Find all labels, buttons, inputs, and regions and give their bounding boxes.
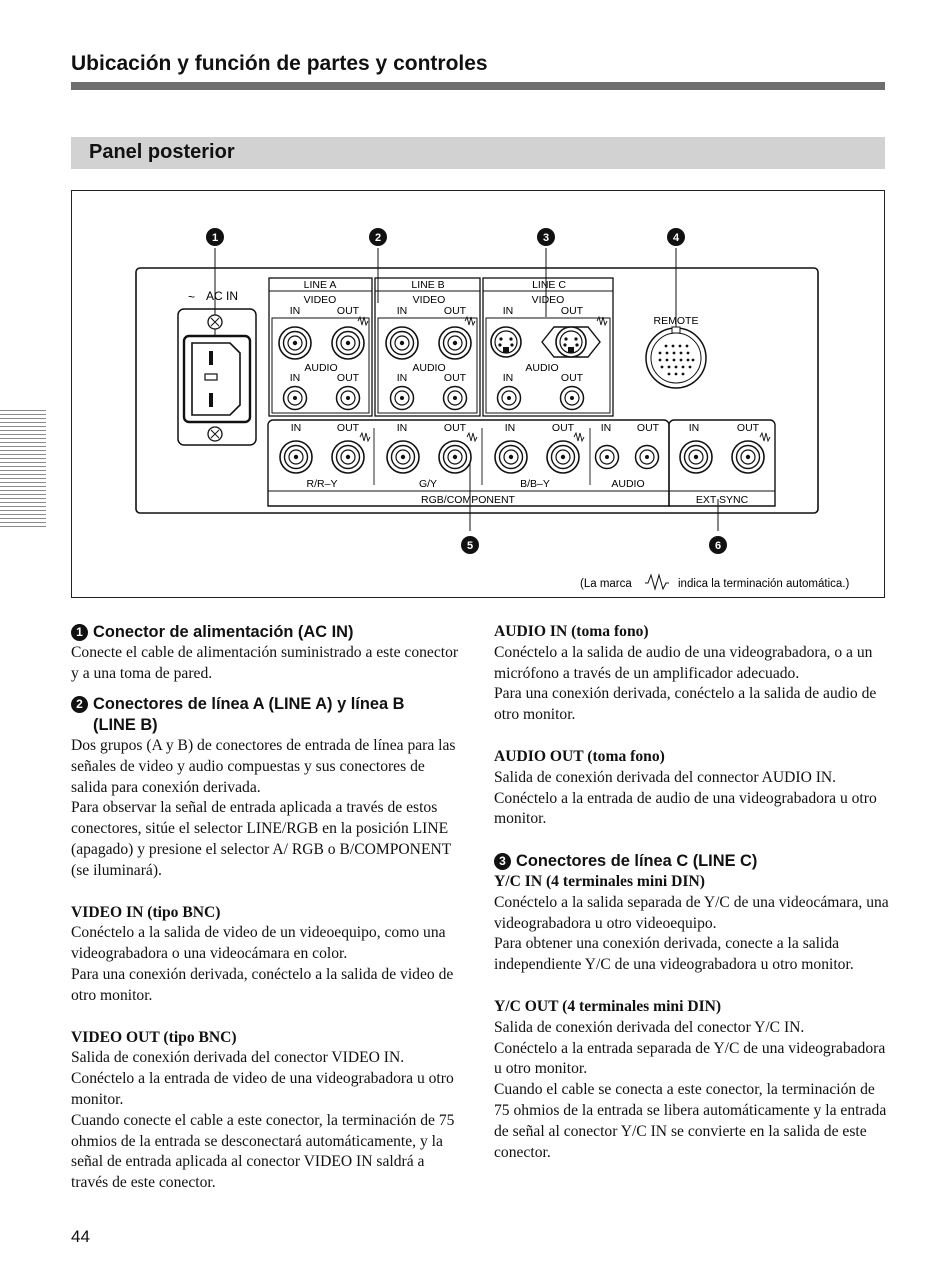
svg-text:2: 2 bbox=[374, 232, 382, 244]
svg-text:5: 5 bbox=[466, 540, 474, 552]
heading-line-c: 3 Conectores de línea C (LINE C) bbox=[494, 851, 889, 872]
callout-4 bbox=[667, 228, 685, 246]
svg-text:IN: IN bbox=[396, 372, 408, 384]
paragraph: Dos grupos (A y B) de conectores de entrada de línea para las señales de video y audio compuestas y sus conectores de salida para conexión derivada. bbox=[71, 736, 456, 796]
rear-panel-diagram bbox=[72, 191, 886, 599]
line-c-yc-out[interactable] bbox=[556, 327, 586, 357]
svg-text:AUDIO: AUDIO bbox=[304, 362, 338, 374]
rear-panel-figure bbox=[71, 190, 885, 598]
subheading-audio-in: AUDIO IN (toma fono) bbox=[494, 623, 649, 640]
ac-inlet bbox=[178, 309, 256, 445]
bby-label: B/B–Y bbox=[520, 478, 550, 490]
svg-text:3: 3 bbox=[542, 232, 550, 244]
callout-number: 1 bbox=[71, 624, 88, 641]
paragraph: Para observar la señal de entrada aplicada a través de estos conectores, sitúe el selector LINE/RGB en la posición LINE (apagado) y presione el selector A/ RGB o B/COMPONENT (se iluminará). bbox=[71, 799, 451, 879]
callout-6 bbox=[709, 536, 727, 554]
svg-text:LINE B: LINE B bbox=[411, 279, 445, 291]
svg-text:IN: IN bbox=[504, 422, 516, 434]
line-b-audio-in[interactable] bbox=[391, 387, 414, 410]
svg-text:VIDEO: VIDEO bbox=[412, 294, 446, 306]
remote-label: REMOTE bbox=[653, 315, 699, 327]
line-a-video-out[interactable] bbox=[332, 327, 364, 359]
svg-text:6: 6 bbox=[714, 540, 722, 552]
svg-text:IN: IN bbox=[396, 305, 408, 317]
rgb-component-label: RGB/COMPONENT bbox=[421, 494, 515, 506]
svg-text:IN: IN bbox=[290, 422, 302, 434]
title-rule bbox=[71, 82, 885, 90]
line-a-group bbox=[269, 278, 372, 416]
ext-sync-in[interactable] bbox=[680, 441, 712, 473]
gy-in[interactable] bbox=[387, 441, 419, 473]
svg-text:4: 4 bbox=[672, 232, 680, 244]
paragraph: Conéctelo a la entrada separada de Y/C de una videograbadora u otro monitor. bbox=[494, 1039, 886, 1078]
right-column bbox=[494, 622, 889, 1163]
paragraph: Salida de conexión derivada del conector VIDEO IN. bbox=[71, 1049, 405, 1067]
auto-termination-mark bbox=[645, 575, 669, 589]
rry-out[interactable] bbox=[332, 441, 364, 473]
bby-in[interactable] bbox=[495, 441, 527, 473]
paragraph: Para una conexión derivada, conéctelo a la salida de video de otro monitor. bbox=[71, 965, 454, 1004]
svg-text:OUT: OUT bbox=[443, 422, 467, 434]
rry-label: R/R–Y bbox=[306, 478, 338, 490]
svg-text:IN: IN bbox=[502, 305, 514, 317]
page-number: 44 bbox=[71, 1227, 90, 1246]
svg-text:IN: IN bbox=[502, 372, 514, 384]
paragraph: Conéctelo a la salida separada de Y/C de una videocámara, una videograbadora u otro videoequipo. bbox=[494, 893, 889, 932]
rgb-component-group bbox=[268, 420, 669, 506]
paragraph: Para una conexión derivada, conéctelo a la salida de audio de otro monitor. bbox=[494, 685, 877, 724]
paragraph: Para obtener una conexión derivada, conecte a la salida independiente Y/C de una videograbadora u otro monitor. bbox=[494, 935, 854, 974]
svg-text:OUT: OUT bbox=[336, 422, 360, 434]
line-b-group bbox=[375, 278, 480, 416]
line-c-audio-out[interactable] bbox=[561, 387, 584, 410]
bby-out[interactable] bbox=[547, 441, 579, 473]
svg-text:LINE C: LINE C bbox=[532, 279, 566, 291]
callout-2 bbox=[369, 228, 387, 246]
ext-sync-out[interactable] bbox=[732, 441, 764, 473]
ac-in-tilde: ~ bbox=[188, 290, 196, 304]
svg-text:OUT: OUT bbox=[736, 422, 760, 434]
svg-text:AUDIO: AUDIO bbox=[412, 362, 446, 374]
heading-line-ab: 2 Conectores de línea A (LINE A) y línea B bbox=[71, 694, 465, 715]
section-title: Panel posterior bbox=[89, 141, 235, 163]
line-a-video-in[interactable] bbox=[279, 327, 311, 359]
paragraph: Conecte el cable de alimentación suministrado a este conector y a una toma de pared. bbox=[71, 643, 459, 682]
svg-text:OUT: OUT bbox=[443, 372, 467, 384]
svg-text:IN: IN bbox=[396, 422, 408, 434]
remote-connector[interactable] bbox=[646, 315, 706, 388]
line-a-audio-out[interactable] bbox=[337, 387, 360, 410]
callout-number: 3 bbox=[494, 853, 511, 870]
subheading-video-in: VIDEO IN (tipo BNC) bbox=[71, 903, 221, 921]
svg-text:VIDEO: VIDEO bbox=[303, 294, 337, 306]
svg-text:IN: IN bbox=[289, 372, 301, 384]
gy-label: G/Y bbox=[418, 478, 438, 490]
paragraph: Conéctelo a la entrada de audio de una videograbadora u otro monitor. bbox=[494, 789, 877, 828]
page-title: Ubicación y función de partes y controles bbox=[71, 52, 488, 75]
ext-sync-label: EXT SYNC bbox=[695, 494, 749, 506]
paragraph: Salida de conexión derivada del connector AUDIO IN. bbox=[494, 768, 837, 786]
svg-text:VIDEO: VIDEO bbox=[531, 294, 565, 306]
svg-text:OUT: OUT bbox=[551, 422, 575, 434]
callout-5 bbox=[461, 536, 479, 554]
subheading-yc-out: Y/C OUT (4 terminales mini DIN) bbox=[494, 997, 722, 1015]
line-b-video-out[interactable] bbox=[439, 327, 471, 359]
svg-text:OUT: OUT bbox=[443, 305, 467, 317]
ac-in-label: AC IN bbox=[206, 289, 239, 303]
svg-text:OUT: OUT bbox=[560, 305, 584, 317]
left-column bbox=[71, 622, 465, 1194]
paragraph: Conéctelo a la salida de audio de una videograbadora, o a un micrófono a través de un amplificador adecuado. bbox=[494, 643, 873, 682]
section-bar bbox=[71, 137, 885, 169]
line-c-yc-in[interactable] bbox=[491, 327, 521, 357]
gy-out[interactable] bbox=[439, 441, 471, 473]
svg-text:LINE A: LINE A bbox=[303, 279, 337, 291]
svg-text:OUT: OUT bbox=[636, 422, 660, 434]
rry-in[interactable] bbox=[280, 441, 312, 473]
line-c-group bbox=[483, 278, 613, 416]
svg-text:AUDIO: AUDIO bbox=[525, 362, 559, 374]
subheading-yc-in: Y/C IN (4 terminales mini DIN) bbox=[494, 872, 705, 890]
line-b-audio-out[interactable] bbox=[444, 387, 467, 410]
figure-note-prefix: (La marca bbox=[580, 578, 632, 590]
rgb-audio-in[interactable] bbox=[596, 446, 619, 469]
svg-text:1: 1 bbox=[211, 232, 219, 244]
ext-sync-group bbox=[669, 420, 775, 506]
subheading-video-out: VIDEO OUT (tipo BNC) bbox=[71, 1028, 237, 1046]
paragraph: Cuando el cable se conecta a este conector, la terminación de 75 ohmios de la entrada se libera automáticamente y la entrada de señal al conector Y/C IN se convierte en la salida de este conector. bbox=[494, 1081, 887, 1161]
paragraph: Salida de conexión derivada del conector Y/C IN. bbox=[494, 1018, 805, 1036]
svg-text:OUT: OUT bbox=[560, 372, 584, 384]
svg-text:OUT: OUT bbox=[336, 372, 360, 384]
heading-line-ab-continued: (LINE B) bbox=[93, 716, 158, 735]
callout-3 bbox=[537, 228, 555, 246]
callout-1 bbox=[206, 228, 224, 246]
callout-number: 2 bbox=[71, 696, 88, 713]
heading-ac-in: 1 Conector de alimentación (AC IN) bbox=[71, 622, 465, 643]
svg-text:IN: IN bbox=[600, 422, 612, 434]
paragraph: Conéctelo a la entrada de video de una videograbadora u otro monitor. bbox=[71, 1070, 454, 1108]
rgb-audio-out[interactable] bbox=[636, 446, 659, 469]
paragraph: Cuando conecte el cable a este conector, la terminación de 75 ohmios de la entrada se desconectará automáticamente, y la señal de entrada aplicada al conector VIDEO IN saldrá a través de este conector. bbox=[71, 1111, 455, 1192]
svg-text:IN: IN bbox=[289, 305, 301, 317]
paragraph: Conéctelo a la salida de video de un videoequipo, como una videograbadora o una videocámara en color. bbox=[71, 924, 446, 963]
line-a-audio-in[interactable] bbox=[284, 387, 307, 410]
side-tab-marker bbox=[0, 410, 46, 530]
figure-note-suffix: indica la terminación automática.) bbox=[678, 578, 850, 590]
line-c-audio-in[interactable] bbox=[498, 387, 521, 410]
subheading-audio-out: AUDIO OUT (toma fono) bbox=[494, 747, 665, 765]
svg-text:IN: IN bbox=[688, 422, 700, 434]
line-b-video-in[interactable] bbox=[386, 327, 418, 359]
svg-text:OUT: OUT bbox=[336, 305, 360, 317]
rgb-audio-label: AUDIO bbox=[611, 478, 645, 490]
